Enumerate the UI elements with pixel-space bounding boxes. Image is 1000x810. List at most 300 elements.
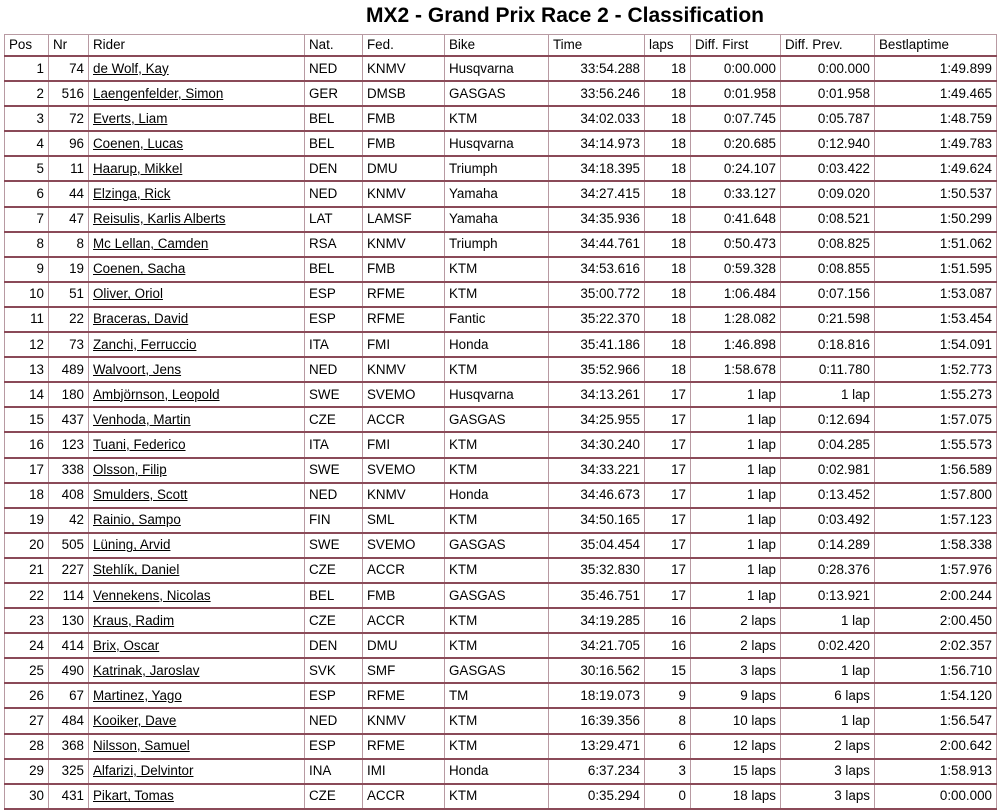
rider-link[interactable]: Stehlík, Daniel <box>93 562 180 578</box>
rider-link[interactable]: Alfarizi, Delvintor <box>93 763 194 779</box>
pos-cell: 21 <box>5 558 49 583</box>
laps-cell: 0 <box>645 784 691 809</box>
time-cell: 34:02.033 <box>549 106 645 131</box>
bestlaptime-cell: 1:57.800 <box>875 483 997 508</box>
laps-cell: 15 <box>645 658 691 683</box>
diff-prev-cell: 0:09.020 <box>781 181 875 206</box>
bestlaptime-cell: 1:57.976 <box>875 558 997 583</box>
rider-link[interactable]: Smulders, Scott <box>93 487 188 503</box>
bestlaptime-cell: 1:55.273 <box>875 382 997 407</box>
rider-cell <box>89 56 305 81</box>
pos-cell: 15 <box>5 407 49 432</box>
rider-cell <box>89 633 305 658</box>
time-cell: 34:44.761 <box>549 232 645 257</box>
fed-cell: ACCR <box>363 558 445 583</box>
diff-first-cell: 0:41.648 <box>691 207 781 232</box>
pos-cell: 5 <box>5 156 49 181</box>
rider-link[interactable]: Laengenfelder, Simon <box>93 85 224 101</box>
nat-cell: LAT <box>305 207 363 232</box>
pos-cell: 30 <box>5 784 49 809</box>
fed-cell: FMI <box>363 332 445 357</box>
diff-first-cell: 1 lap <box>691 382 781 407</box>
rider-link[interactable]: Brix, Oscar <box>93 637 160 653</box>
rider-link[interactable]: Braceras, David <box>93 311 189 327</box>
header-nat: Nat. <box>305 35 363 57</box>
fed-cell: DMSB <box>363 81 445 106</box>
nr-cell: 51 <box>49 282 89 307</box>
time-cell: 0:35.294 <box>549 784 645 809</box>
diff-prev-cell: 0:00.000 <box>781 56 875 81</box>
fed-cell: ACCR <box>363 407 445 432</box>
rider-link[interactable]: Tuani, Federico <box>93 436 186 452</box>
rider-cell <box>89 583 305 608</box>
table-row <box>5 106 997 131</box>
fed-cell: FMB <box>363 583 445 608</box>
rider-link[interactable]: Nilsson, Samuel <box>93 738 190 754</box>
table-row <box>5 382 997 407</box>
diff-first-cell: 0:33.127 <box>691 181 781 206</box>
nr-cell: 22 <box>49 307 89 332</box>
bike-cell: GASGAS <box>445 583 549 608</box>
fed-cell: KNMV <box>363 357 445 382</box>
bestlaptime-cell: 1:57.123 <box>875 508 997 533</box>
header-rider: Rider <box>89 35 305 57</box>
nr-cell: 180 <box>49 382 89 407</box>
rider-cell <box>89 357 305 382</box>
time-cell: 35:00.772 <box>549 282 645 307</box>
nat-cell: DEN <box>305 156 363 181</box>
rider-cell <box>89 558 305 583</box>
time-cell: 6:37.234 <box>549 759 645 784</box>
table-row <box>5 407 997 432</box>
nat-cell: NED <box>305 181 363 206</box>
rider-cell <box>89 683 305 708</box>
bestlaptime-cell: 1:55.573 <box>875 432 997 457</box>
nr-cell: 8 <box>49 232 89 257</box>
laps-cell: 9 <box>645 683 691 708</box>
bike-cell: Honda <box>445 759 549 784</box>
table-row <box>5 633 997 658</box>
pos-cell: 3 <box>5 106 49 131</box>
pos-cell: 19 <box>5 508 49 533</box>
pos-cell: 8 <box>5 232 49 257</box>
time-cell: 33:56.246 <box>549 81 645 106</box>
bike-cell: KTM <box>445 734 549 759</box>
nat-cell: ITA <box>305 332 363 357</box>
laps-cell: 17 <box>645 533 691 558</box>
header-bestlaptime: Bestlaptime <box>875 35 997 57</box>
table-row <box>5 257 997 282</box>
table-row <box>5 307 997 332</box>
diff-first-cell: 1 lap <box>691 533 781 558</box>
diff-first-cell: 1 lap <box>691 583 781 608</box>
diff-prev-cell: 3 laps <box>781 759 875 784</box>
bike-cell: GASGAS <box>445 658 549 683</box>
rider-link[interactable]: Reisulis, Karlis Alberts <box>93 211 226 227</box>
laps-cell: 17 <box>645 508 691 533</box>
nr-cell: 130 <box>49 608 89 633</box>
diff-prev-cell: 0:02.981 <box>781 458 875 483</box>
bestlaptime-cell: 1:54.120 <box>875 683 997 708</box>
pos-cell: 17 <box>5 458 49 483</box>
time-cell: 34:46.673 <box>549 483 645 508</box>
fed-cell: RFME <box>363 683 445 708</box>
rider-cell <box>89 458 305 483</box>
rider-cell <box>89 81 305 106</box>
nat-cell: SWE <box>305 458 363 483</box>
bike-cell: Husqvarna <box>445 382 549 407</box>
rider-link[interactable]: Walvoort, Jens <box>93 361 182 377</box>
laps-cell: 18 <box>645 357 691 382</box>
nr-cell: 414 <box>49 633 89 658</box>
diff-first-cell: 0:20.685 <box>691 131 781 156</box>
time-cell: 35:41.186 <box>549 332 645 357</box>
diff-prev-cell: 0:12.940 <box>781 131 875 156</box>
fed-cell: FMI <box>363 432 445 457</box>
pos-cell: 22 <box>5 583 49 608</box>
nat-cell: ESP <box>305 307 363 332</box>
laps-cell: 18 <box>645 81 691 106</box>
rider-link[interactable]: Elzinga, Rick <box>93 186 171 202</box>
rider-link[interactable]: Coenen, Sacha <box>93 261 186 277</box>
nr-cell: 73 <box>49 332 89 357</box>
bike-cell: Triumph <box>445 156 549 181</box>
diff-prev-cell: 1 lap <box>781 708 875 733</box>
laps-cell: 17 <box>645 583 691 608</box>
fed-cell: ACCR <box>363 608 445 633</box>
diff-prev-cell: 0:07.156 <box>781 282 875 307</box>
header-bike: Bike <box>445 35 549 57</box>
pos-cell: 20 <box>5 533 49 558</box>
nat-cell: NED <box>305 483 363 508</box>
diff-prev-cell: 2 laps <box>781 734 875 759</box>
fed-cell: DMU <box>363 156 445 181</box>
laps-cell: 3 <box>645 759 691 784</box>
table-row <box>5 784 997 809</box>
fed-cell: SVEMO <box>363 382 445 407</box>
diff-prev-cell: 0:08.521 <box>781 207 875 232</box>
time-cell: 35:04.454 <box>549 533 645 558</box>
time-cell: 18:19.073 <box>549 683 645 708</box>
bike-cell: KTM <box>445 708 549 733</box>
nat-cell: BEL <box>305 583 363 608</box>
table-row <box>5 207 997 232</box>
nr-cell: 42 <box>49 508 89 533</box>
nat-cell: GER <box>305 81 363 106</box>
table-row <box>5 683 997 708</box>
table-row <box>5 508 997 533</box>
table-row <box>5 734 997 759</box>
bestlaptime-cell: 2:00.244 <box>875 583 997 608</box>
bike-cell: KTM <box>445 508 549 533</box>
bestlaptime-cell: 2:02.357 <box>875 633 997 658</box>
nr-cell: 431 <box>49 784 89 809</box>
rider-link[interactable]: Coenen, Lucas <box>93 135 184 151</box>
diff-first-cell: 1 lap <box>691 508 781 533</box>
fed-cell: FMB <box>363 131 445 156</box>
bestlaptime-cell: 2:00.450 <box>875 608 997 633</box>
table-row <box>5 458 997 483</box>
pos-cell: 16 <box>5 432 49 457</box>
diff-first-cell: 1:58.678 <box>691 357 781 382</box>
nr-cell: 408 <box>49 483 89 508</box>
laps-cell: 18 <box>645 56 691 81</box>
rider-link[interactable]: Lüning, Arvid <box>93 537 171 553</box>
bike-cell: Triumph <box>445 232 549 257</box>
diff-prev-cell: 1 lap <box>781 382 875 407</box>
rider-link[interactable]: Katrinak, Jaroslav <box>93 662 200 678</box>
time-cell: 33:54.288 <box>549 56 645 81</box>
laps-cell: 18 <box>645 307 691 332</box>
header-diff-prev: Diff. Prev. <box>781 35 875 57</box>
pos-cell: 27 <box>5 708 49 733</box>
bike-cell: Yamaha <box>445 207 549 232</box>
time-cell: 30:16.562 <box>549 658 645 683</box>
rider-link[interactable]: Pikart, Tomas <box>93 788 174 804</box>
nat-cell: SWE <box>305 533 363 558</box>
diff-first-cell: 3 laps <box>691 658 781 683</box>
bestlaptime-cell: 1:51.062 <box>875 232 997 257</box>
fed-cell: KNMV <box>363 181 445 206</box>
diff-prev-cell: 0:03.422 <box>781 156 875 181</box>
diff-prev-cell: 1 lap <box>781 658 875 683</box>
nr-cell: 72 <box>49 106 89 131</box>
rider-link[interactable]: Haarup, Mikkel <box>93 160 183 176</box>
pos-cell: 26 <box>5 683 49 708</box>
rider-link[interactable]: Olsson, Filip <box>93 462 167 478</box>
fed-cell: DMU <box>363 633 445 658</box>
table-row <box>5 332 997 357</box>
diff-first-cell: 0:07.745 <box>691 106 781 131</box>
bestlaptime-cell: 1:58.338 <box>875 533 997 558</box>
nr-cell: 96 <box>49 131 89 156</box>
bestlaptime-cell: 1:54.091 <box>875 332 997 357</box>
rider-link[interactable]: Mc Lellan, Camden <box>93 236 209 252</box>
nat-cell: NED <box>305 56 363 81</box>
diff-first-cell: 18 laps <box>691 784 781 809</box>
bike-cell: KTM <box>445 432 549 457</box>
laps-cell: 17 <box>645 483 691 508</box>
rider-cell <box>89 131 305 156</box>
table-row <box>5 533 997 558</box>
time-cell: 34:21.705 <box>549 633 645 658</box>
diff-prev-cell: 0:08.855 <box>781 257 875 282</box>
nat-cell: BEL <box>305 131 363 156</box>
nat-cell: NED <box>305 357 363 382</box>
laps-cell: 18 <box>645 181 691 206</box>
rider-cell <box>89 257 305 282</box>
rider-cell <box>89 332 305 357</box>
bike-cell: KTM <box>445 282 549 307</box>
diff-prev-cell: 0:13.921 <box>781 583 875 608</box>
bestlaptime-cell: 1:49.624 <box>875 156 997 181</box>
rider-link[interactable]: Rainio, Sampo <box>93 512 181 528</box>
laps-cell: 17 <box>645 407 691 432</box>
time-cell: 34:27.415 <box>549 181 645 206</box>
bestlaptime-cell: 1:56.589 <box>875 458 997 483</box>
header-fed: Fed. <box>363 35 445 57</box>
header-laps: laps <box>645 35 691 57</box>
rider-link[interactable]: Vennekens, Nicolas <box>93 587 211 603</box>
table-row <box>5 708 997 733</box>
pos-cell: 1 <box>5 56 49 81</box>
bestlaptime-cell: 1:53.454 <box>875 307 997 332</box>
bike-cell: GASGAS <box>445 407 549 432</box>
nat-cell: FIN <box>305 508 363 533</box>
pos-cell: 25 <box>5 658 49 683</box>
pos-cell: 6 <box>5 181 49 206</box>
fed-cell: KNMV <box>363 708 445 733</box>
fed-cell: KNMV <box>363 483 445 508</box>
diff-first-cell: 0:01.958 <box>691 81 781 106</box>
rider-link[interactable]: Martinez, Yago <box>93 687 182 703</box>
bestlaptime-cell: 1:52.773 <box>875 357 997 382</box>
bike-cell: KTM <box>445 357 549 382</box>
rider-link[interactable]: Ambjörnson, Leopold <box>93 386 220 402</box>
rider-cell <box>89 533 305 558</box>
table-row <box>5 357 997 382</box>
nr-cell: 325 <box>49 759 89 784</box>
nat-cell: ESP <box>305 734 363 759</box>
bestlaptime-cell: 1:51.595 <box>875 257 997 282</box>
table-row <box>5 483 997 508</box>
rider-cell <box>89 483 305 508</box>
bestlaptime-cell: 0:00.000 <box>875 784 997 809</box>
fed-cell: IMI <box>363 759 445 784</box>
fed-cell: RFME <box>363 307 445 332</box>
diff-prev-cell: 0:14.289 <box>781 533 875 558</box>
bike-cell: GASGAS <box>445 533 549 558</box>
time-cell: 35:22.370 <box>549 307 645 332</box>
laps-cell: 18 <box>645 232 691 257</box>
rider-link[interactable]: Venhoda, Martin <box>93 411 191 427</box>
rider-link[interactable]: de Wolf, Kay <box>93 60 169 76</box>
rider-cell <box>89 658 305 683</box>
rider-cell <box>89 307 305 332</box>
nat-cell: CZE <box>305 558 363 583</box>
laps-cell: 17 <box>645 382 691 407</box>
bike-cell: GASGAS <box>445 81 549 106</box>
diff-first-cell: 15 laps <box>691 759 781 784</box>
header-diff-first: Diff. First <box>691 35 781 57</box>
rider-link[interactable]: Zanchi, Ferruccio <box>93 336 197 352</box>
laps-cell: 17 <box>645 432 691 457</box>
diff-prev-cell: 0:08.825 <box>781 232 875 257</box>
classification-table <box>4 34 997 810</box>
table-row <box>5 232 997 257</box>
bike-cell: Honda <box>445 483 549 508</box>
nat-cell: RSA <box>305 232 363 257</box>
diff-prev-cell: 0:18.816 <box>781 332 875 357</box>
bike-cell: TM <box>445 683 549 708</box>
time-cell: 34:30.240 <box>549 432 645 457</box>
table-row <box>5 282 997 307</box>
diff-first-cell: 2 laps <box>691 608 781 633</box>
fed-cell: SVEMO <box>363 458 445 483</box>
rider-cell <box>89 282 305 307</box>
nat-cell: DEN <box>305 633 363 658</box>
table-body <box>5 56 997 809</box>
bestlaptime-cell: 1:49.465 <box>875 81 997 106</box>
diff-first-cell: 1:46.898 <box>691 332 781 357</box>
fed-cell: FMB <box>363 106 445 131</box>
pos-cell: 11 <box>5 307 49 332</box>
laps-cell: 18 <box>645 207 691 232</box>
bike-cell: Husqvarna <box>445 56 549 81</box>
nat-cell: SVK <box>305 658 363 683</box>
nr-cell: 489 <box>49 357 89 382</box>
laps-cell: 16 <box>645 633 691 658</box>
rider-cell <box>89 106 305 131</box>
rider-cell <box>89 734 305 759</box>
time-cell: 35:46.751 <box>549 583 645 608</box>
rider-cell <box>89 232 305 257</box>
rider-link[interactable]: Kooiker, Dave <box>93 712 177 728</box>
fed-cell: SML <box>363 508 445 533</box>
table-row <box>5 608 997 633</box>
nr-cell: 227 <box>49 558 89 583</box>
rider-link[interactable]: Oliver, Oriol <box>93 286 163 302</box>
laps-cell: 18 <box>645 106 691 131</box>
rider-link[interactable]: Everts, Liam <box>93 110 168 126</box>
bike-cell: KTM <box>445 106 549 131</box>
pos-cell: 12 <box>5 332 49 357</box>
nr-cell: 490 <box>49 658 89 683</box>
rider-link[interactable]: Kraus, Radim <box>93 612 175 628</box>
diff-first-cell: 0:00.000 <box>691 56 781 81</box>
bestlaptime-cell: 1:57.075 <box>875 407 997 432</box>
diff-prev-cell: 0:21.598 <box>781 307 875 332</box>
pos-cell: 10 <box>5 282 49 307</box>
laps-cell: 8 <box>645 708 691 733</box>
bike-cell: KTM <box>445 633 549 658</box>
laps-cell: 18 <box>645 257 691 282</box>
bike-cell: Honda <box>445 332 549 357</box>
rider-cell <box>89 207 305 232</box>
time-cell: 34:19.285 <box>549 608 645 633</box>
diff-first-cell: 1 lap <box>691 458 781 483</box>
bike-cell: KTM <box>445 558 549 583</box>
rider-cell <box>89 508 305 533</box>
nat-cell: ITA <box>305 432 363 457</box>
laps-cell: 17 <box>645 558 691 583</box>
nr-cell: 338 <box>49 458 89 483</box>
diff-prev-cell: 0:01.958 <box>781 81 875 106</box>
diff-prev-cell: 0:04.285 <box>781 432 875 457</box>
diff-prev-cell: 6 laps <box>781 683 875 708</box>
rider-cell <box>89 181 305 206</box>
table-row <box>5 181 997 206</box>
nr-cell: 123 <box>49 432 89 457</box>
time-cell: 34:18.395 <box>549 156 645 181</box>
fed-cell: KNMV <box>363 56 445 81</box>
header-nr: Nr <box>49 35 89 57</box>
diff-first-cell: 1 lap <box>691 432 781 457</box>
nr-cell: 437 <box>49 407 89 432</box>
nat-cell: BEL <box>305 257 363 282</box>
table-row <box>5 131 997 156</box>
bike-cell: KTM <box>445 257 549 282</box>
nr-cell: 19 <box>49 257 89 282</box>
diff-first-cell: 1:28.082 <box>691 307 781 332</box>
bestlaptime-cell: 2:00.642 <box>875 734 997 759</box>
table-row <box>5 81 997 106</box>
bestlaptime-cell: 1:49.899 <box>875 56 997 81</box>
rider-cell <box>89 432 305 457</box>
table-row <box>5 558 997 583</box>
fed-cell: LAMSF <box>363 207 445 232</box>
time-cell: 34:35.936 <box>549 207 645 232</box>
